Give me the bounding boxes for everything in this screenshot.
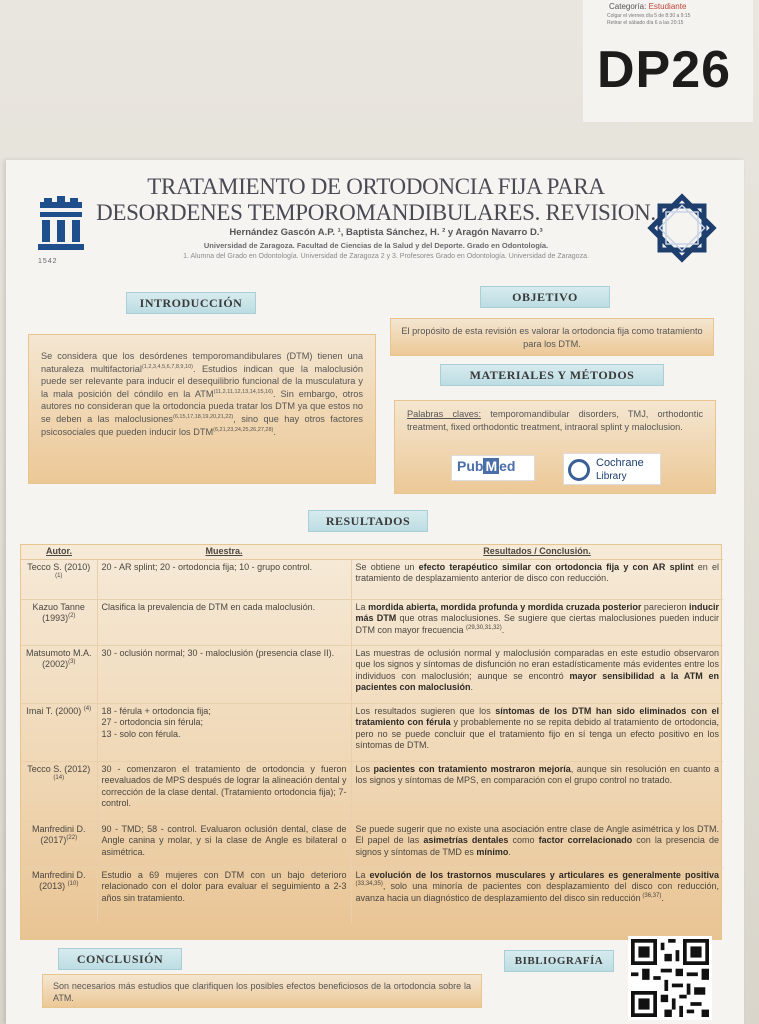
poster-code: DP26 [597, 41, 732, 99]
r-text: Se puede sugerir que no existe una asociación entre clase de Angle asimétrica y los DTM. El papel de las [355, 823, 719, 846]
keywords-text: temporomandibular disorders, TMJ, orthodontic treatment, fixed orthodontic treatment, intraoral splint y maloclusion. [407, 409, 703, 432]
table-row [21, 867, 723, 923]
poster-tag [583, 0, 753, 122]
autor-ref: (22) [66, 835, 78, 842]
section-resultados: RESULTADOS [308, 510, 428, 532]
r-text: Los resultados sugieren que los [355, 705, 496, 716]
r-ref: (36,37) [640, 892, 662, 899]
r-text: como [508, 835, 539, 846]
cell-autor [21, 761, 97, 821]
octagram-ornament-icon [644, 190, 720, 266]
tag-category-label: Categoría: [609, 2, 647, 11]
cell-muestra: 20 - AR splint; 20 - ortodoncia fija; 10 - grupo control. [97, 559, 351, 599]
intro-text [41, 350, 363, 438]
r-text: parecieron [641, 601, 689, 612]
keywords-label: Palabras claves: [407, 409, 482, 419]
qr-code-icon[interactable] [628, 936, 712, 1020]
intro-box [28, 334, 376, 484]
pubmed-part2: M [485, 458, 498, 474]
tag-note-line2: Retirar el sábado día 6 a las 20:15 [607, 20, 684, 26]
materiales-box [394, 400, 716, 494]
autor-text: Tecco S. (2012) [27, 763, 91, 774]
r-text: . [470, 682, 474, 693]
poster [6, 160, 744, 1024]
r-bold: factor correlacionado [538, 835, 633, 846]
objetivo-box [390, 318, 714, 356]
cell-autor [21, 867, 97, 923]
intro-ref4: (6,21,23,24,25,26,27,28) [213, 426, 274, 433]
autor-text: Manfredini D. (2017) [31, 823, 86, 846]
autor-text: Matsumoto M.A. (2002) [25, 647, 92, 670]
pubmed-logo [451, 455, 535, 481]
cell-muestra: Estudio a 69 mujeres con DTM con un bajo deterioro relacionado con el dolor para evaluar el seguimiento a 2-3 años sin tratamiento. [97, 867, 351, 923]
table-header-row [21, 545, 723, 559]
qr-graphic [631, 939, 709, 1017]
r-text: La [355, 869, 370, 880]
title-line-1: TRATAMIENTO DE ORTODONCIA FIJA PARA [147, 174, 605, 199]
r-bold: inducir más DTM [355, 601, 720, 624]
cell-autor [21, 599, 97, 645]
section-objetivo: OBJETIVO [480, 286, 610, 308]
r-text: en el tratamiento de desplazamiento anterior de disco con reducción. [355, 561, 719, 584]
intro-ref1: (1,2,3,4,5,6,7,8,9,10) [141, 363, 193, 370]
r-text: . [508, 846, 511, 857]
r-bold: mayor sensibilidad a la ATM en pacientes con maloclusión [355, 670, 720, 693]
autor-text: Imai T. (2000) [26, 705, 82, 716]
muestra-line: 13 - solo con férula. [101, 728, 181, 739]
autor-ref: (10) [67, 881, 79, 888]
table-row [21, 761, 723, 821]
affiliation: Universidad de Zaragoza. Facultad de Ciencias de la Salud y del Deporte. Grado en Odontología. [203, 241, 549, 250]
authors: Hernández Gascón A.P. ¹, Baptista Sánchez, H. ² y Aragón Navarro D.³ [229, 227, 543, 238]
r-text: que otras maloclusiones. Se sugiere que ciertas maloclusiones pueden inducir DTM con mayor frecuencia [355, 613, 719, 635]
conclusion-box [42, 974, 482, 1008]
poster-header [6, 160, 744, 276]
results-table-box [20, 544, 722, 940]
cell-resultado [351, 821, 723, 867]
table-row [21, 559, 723, 599]
r-text: , aunque sin resolución en cuanto a los signos y síntomas de MPS, en comparación con el grupo control no tratado. [355, 763, 719, 786]
r-bold: mordida abierta, mordida profunda y mordida cruzada posterior [368, 601, 642, 612]
autor-ref: (4) [83, 705, 92, 712]
r-bold: efecto terapéutico similar con ortodoncia fija y con AR splint [418, 561, 694, 572]
table-row [21, 645, 723, 703]
table-row [21, 821, 723, 867]
table-row [21, 599, 723, 645]
autor-ref: (1) [55, 573, 63, 580]
section-introduccion: INTRODUCCIÓN [126, 292, 256, 314]
cochrane-icon [568, 459, 590, 481]
cochrane-name: Cochrane [596, 457, 644, 469]
tag-category [609, 2, 686, 11]
r-bold: evolución de los trastornos musculares y articulares es generalmente positiva [369, 869, 719, 880]
r-text: , solo una minoría de pacientes con desplazamiento del disco con reducción, avanza hacia un diagnóstico de desplazamiento del disco sin reducción [355, 881, 719, 903]
r-text: Se obtiene un [355, 561, 419, 572]
section-conclusion: CONCLUSIÓN [58, 948, 182, 970]
pubmed-part3: ed [499, 458, 516, 474]
intro-p3: . Sin embargo, otros autores no consideran que la ortodoncia pueda tratar los DTM ya que estos no se deben a las maloclusiones [41, 388, 363, 424]
r-ref: (29,30,31,32) [466, 624, 502, 631]
cochrane-logo [563, 453, 661, 485]
intro-p2: . Estudios indican que la maloclusión puede ser relevante para inducir el desequilibrio funcional de la musculatura y la mala posición del cóndilo en la ATM [41, 363, 363, 399]
autor-ref: (3) [68, 659, 76, 666]
intro-p1: Se considera que los desórdenes temporomandibulares (DTM) tienen una naturaleza multifactorial [41, 351, 363, 374]
cell-resultado [351, 559, 723, 599]
r-bold: asimetrías dentales [423, 835, 509, 846]
section-bibliografia: BIBLIOGRAFÍA [504, 950, 614, 972]
cochrane-library: Library [596, 471, 627, 482]
r-text: Las muestras de oclusión normal y maloclusión comparadas en este estudio observaron que los signos y síntomas de disfunción no eran estadísticamente más evidentes entre los individuos con maloclusión; aunque se encontró [355, 647, 719, 681]
table-row [21, 703, 723, 761]
cell-muestra: Clasifica la prevalencia de DTM en cada maloclusión. [97, 599, 351, 645]
conclusion-text: Son necesarios más estudios que clarifiquen los posibles efectos beneficiosos de la ortodoncia sobre la ATM. [53, 981, 471, 1003]
results-table [21, 545, 723, 923]
cell-muestra: 30 - oclusión normal; 30 - maloclusión (presencia clase II). [97, 645, 351, 703]
poster-title [66, 174, 686, 226]
cell-muestra: 30 - comenzaron el tratamiento de ortodoncia y fueron reevaluados de MPS después de lograr la alineación dental y corrección de la clase dental. (Tratamiento ortodoncia fija); 7- control. [97, 761, 351, 821]
autor-text: Manfredini D. (2013) [31, 869, 86, 892]
cell-autor [21, 821, 97, 867]
tag-note [607, 13, 690, 27]
pubmed-part1: Pub [457, 458, 484, 474]
col-autor: Autor. [21, 545, 97, 559]
autor-ref: (2) [68, 613, 76, 620]
intro-p5: . [273, 426, 276, 437]
col-resultados: Resultados / Conclusión. [351, 545, 723, 559]
r-bold: mínimo [476, 846, 509, 857]
r-text: . [661, 892, 664, 903]
cell-resultado [351, 645, 723, 703]
col-muestra: Muestra. [97, 545, 351, 559]
r-text: con la presencia de signos y síntomas de TMD es [355, 835, 720, 857]
r-text: La [355, 601, 369, 612]
cell-resultado [351, 761, 723, 821]
keywords [407, 408, 703, 433]
section-materiales: MATERIALES Y MÉTODOS [440, 364, 664, 386]
cell-muestra [97, 703, 351, 761]
intro-p4: , sino que hay otros factores psicosociales que pueden inducir los DTM [41, 413, 363, 437]
intro-ref3: (6,15,17,18,19,20,21,22) [173, 413, 234, 420]
cell-autor [21, 703, 97, 761]
r-text: Los [355, 763, 374, 774]
tag-category-value: Estudiante [648, 2, 687, 11]
objetivo-text: El propósito de esta revisión es valorar la ortodoncia fija como tratamiento para los DTM. [401, 326, 703, 349]
r-bold: síntomas de los DTM han sido eliminados con el tratamiento con férula [355, 705, 719, 728]
r-text: . [501, 624, 505, 635]
r-text: y probablemente no se repita debido al tratamiento de ortodoncia, pero no se puede concluir que el tratamiento fijo en sí tenga un efecto positivo en los síntomas de DTM. [355, 717, 719, 751]
cell-resultado [351, 703, 723, 761]
muestra-line: 18 - férula + ortodoncia fija; [101, 705, 211, 716]
muestra-line: 27 - ortodoncia sin férula; [101, 717, 204, 728]
r-bold: pacientes con tratamiento mostraron mejoría [373, 763, 571, 774]
logo-year: 1542 [38, 258, 58, 265]
cell-autor [21, 559, 97, 599]
tag-note-line1: Colgar el viernes día 5 de 8:30 a 9:15 [607, 13, 691, 19]
autor-ref: (14) [53, 775, 65, 782]
autor-text: Kazuo Tanne (1993) [32, 601, 85, 624]
affiliation-notes: 1. Alumna del Grado en Odontología. Universidad de Zaragoza 2 y 3. Profesores Grado en Odontología. Universidad de Zaragoza. [183, 253, 589, 260]
cell-resultado [351, 599, 723, 645]
intro-ref2: (11,2,11,12,13,14,15,16) [213, 388, 273, 395]
autor-text: Tecco S. (2010) [27, 561, 91, 572]
r-ref: (33,34,35) [355, 881, 383, 888]
cell-muestra: 90 - TMD; 58 - control. Evaluaron oclusión dental, clase de Angle canina y molar, y si la clase de Angle es bilateral o asimétrica. [97, 821, 351, 867]
cell-autor [21, 645, 97, 703]
cell-resultado [351, 867, 723, 923]
title-line-2: DESORDENES TEMPOROMANDIBULARES. REVISION. [96, 200, 656, 225]
